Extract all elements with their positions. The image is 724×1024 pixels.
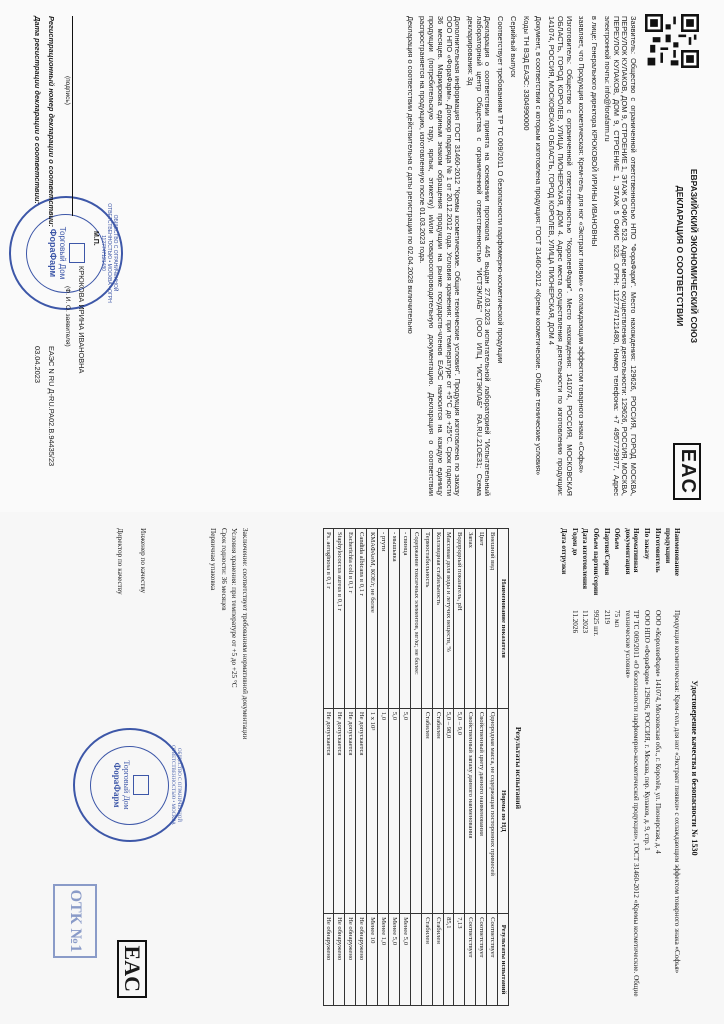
- eac-mark: EAC: [673, 443, 701, 500]
- serial-text: Серийный выпуск: [508, 16, 518, 78]
- results-table: [323, 528, 509, 1006]
- table-row: [421, 529, 432, 1006]
- table-row: [487, 529, 498, 1006]
- table-row: [389, 529, 400, 1006]
- certificate-conclusion: [206, 528, 249, 1008]
- table-cell: Соответствует: [476, 914, 487, 1006]
- table-cell: Не обнаружено: [356, 914, 367, 1006]
- table-cell: Staphylococcus aureus в 0,1 г: [334, 529, 345, 709]
- table-cell: Стабилен: [432, 914, 443, 1006]
- declares-text: заявляет, что Продукция косметическая: Крем-гель для ног «Экстракт пиявки» с охлаждающим эффектом товарного знака «Софья»: [577, 16, 587, 474]
- results-title: Результаты испытаний: [514, 726, 523, 810]
- table-row: [356, 529, 367, 1006]
- stamp-name-line1: Торговый Дом: [58, 226, 68, 280]
- table-cell: Термостабильность: [421, 529, 432, 709]
- signer-caption: (Ф. И. О. заявителя): [64, 286, 71, 347]
- eac-mark: EAC: [117, 940, 147, 998]
- table-cell: Стабилен: [421, 914, 432, 1006]
- storage-text: Условия хранения: при температуре от +5 до +25 °С: [230, 528, 239, 688]
- table-cell: Менее 10: [367, 914, 378, 1006]
- reg-date-label: Дата регистрации декларации о соответствии:: [33, 16, 42, 205]
- reg-number-label: Регистрационный номер декларации о соответствии:: [47, 16, 56, 228]
- engineer-label: Инженер по качеству: [139, 528, 147, 594]
- conclusion-text: Заключение: соответствует требованиям нормативной документации: [241, 528, 249, 740]
- stamp-logo-icon: [69, 243, 85, 263]
- manufacturer-text: Изготовитель: Общество с ограниченной ответственностью "КоролевФарм". Место нахождения: 141074, РОССИЯ, МОСКОВСКАЯ ОБЛАСТЬ, ГОРОД КОРОЛЕВ, УЛИЦА ПИОНЕРСКАЯ, ДОМ 4. Адрес места осуществления деятельности по изготовлению продукции: 141074, РОССИЯ, МОСКОВСКАЯ ОБЛАСТЬ, ГОРОД КОРОЛЕВ, УЛИЦА ПИОНЕРСКАЯ, ДОМ 4: [547, 16, 574, 496]
- table-cell: Коллоидная стабильность: [432, 529, 443, 709]
- table-cell: Внешний вид: [487, 529, 498, 709]
- reg-date-value: 03.04.2023: [33, 346, 42, 383]
- stamp-name-line1: Торговый Дом: [122, 760, 132, 810]
- table-cell: Водородный показатель, pH: [454, 529, 465, 709]
- representative-text: в лице: Генерального директора КРЮКОВОЙ ИРИНЫ ИВАНОВНЫ: [590, 16, 600, 247]
- field-row: Годен до 11.2026: [570, 528, 579, 634]
- signature-caption: (подпись): [64, 76, 71, 105]
- table-cell: Не допускается: [334, 708, 345, 913]
- table-row: [345, 529, 356, 1006]
- table-cell: Менее 5,0: [399, 914, 410, 1006]
- table-row: [432, 529, 443, 1006]
- field-row: Наименование продукции Продукция косметическая: Крем-гель для ног «Экстракт пиявки» с охлаждающим эффектом товарного знака «Софья»: [664, 528, 681, 974]
- table-row: [399, 529, 410, 1006]
- table-cell: Цвет: [476, 529, 487, 709]
- certificate-signatures: [102, 528, 147, 595]
- applicant-text: Заявитель: Общество с ограниченной ответственностью НПО "ФораФарм". Место нахождения: 129626, РОССИЯ, ГОРОД МОСКВА, ПЕРЕУЛОК КУЛАКОВ, ДОМ 9, СТРОЕНИЕ 1, ЭТАЖ 5 ОФИС 523. Адрес места осуществления деятельности: 129626, РОССИЯ, МОСКВА, ПЕРЕУЛОК КУЛАКОВ, ДОМ 9, СТРОЕНИЕ 1, ЭТАЖ 5 ОФИС 523. ОГРН: 1127747121480, Номер телефона: +7 4957729977, Адрес электронной почты: info@forafarm.ru: [602, 16, 638, 496]
- table-cell: Менее 1,0: [378, 914, 389, 1006]
- company-stamp: [73, 728, 187, 842]
- stamp-name-line2: ФораФарм: [47, 228, 58, 278]
- otk-stamp: ОТК №1: [53, 884, 97, 958]
- field-row: По заказу ООО НПО «ФораФарм» 129626, РОССИЯ, г. Москва, пер. Кулаков, д. 9, стр. 1: [643, 528, 652, 851]
- table-cell: [410, 708, 421, 913]
- table-cell: 1 х 10³: [367, 708, 378, 913]
- table-cell: Не допускается: [323, 708, 334, 913]
- table-cell: Запах: [465, 529, 476, 709]
- table-row: [410, 529, 421, 1006]
- table-cell: 7,13: [454, 914, 465, 1006]
- codes-text: Коды ТН ВЭД ЕАЭС: 3304990000: [521, 16, 531, 131]
- table-cell: Соответствует: [487, 914, 498, 1006]
- table-cell: Стабилен: [432, 708, 443, 913]
- declaration-body: [401, 16, 637, 496]
- table-cell: 5,0 – 98,0: [443, 708, 454, 913]
- director-label: Директор по качеству: [116, 528, 125, 595]
- column-header: Результаты испытаний: [498, 914, 509, 1006]
- table-cell: Не обнаружено: [334, 914, 345, 1006]
- packing-text: Первичная упаковка: [209, 528, 218, 591]
- table-cell: Содержание токсичных элементов, мг/кг, не более:: [410, 529, 421, 709]
- signature-block: [23, 16, 118, 496]
- stamp-name-line2: ФораФарм: [111, 762, 122, 808]
- additional-info-text: Дополнительная информация ГОСТ 31460-2012 "Кремы косметические. Общие технические условия". Продукция изготовлена по заказу ООО НПО «ФораФарм». Договор подряда № 1 от 20.12.2012 года. Условия хранения: при температуре от +5°С до +25°С. Срок годности 36 месяцев. Маркировка единым знаком обращения продукции на рынке государств-членов ЕАЭС наносится на каждую единицу продукции (потребительскую тару, ярлык, этикетку) и/или товаросопроводительную документацию. Декларация о соответствии распространяется на продукцию, изготовленную после 01.03.2023 года.: [418, 16, 463, 496]
- table-header-row: [498, 529, 509, 1006]
- table-cell: 5,0: [389, 708, 400, 913]
- table-cell: - ртути: [378, 529, 389, 709]
- stamp-logo-icon: [133, 775, 149, 795]
- signature-line: [72, 16, 73, 216]
- table-row: [367, 529, 378, 1006]
- certificate-fields: [557, 528, 681, 1008]
- document-text: Документ, в соответствии с которым изготовлена продукция: ГОСТ 31460-2012 «Кремы косметические. Общие технические условия»: [534, 16, 544, 476]
- table-cell: 5,0: [399, 708, 410, 913]
- conformity-text: Соответствует требованиям ТР ТС 009/2011 О безопасности парфюмерно-косметической продукции: [496, 16, 506, 364]
- table-cell: 85,1: [443, 914, 454, 1006]
- certificate-title: Удостоверение качества и безопасности № 1530: [690, 680, 699, 856]
- field-row: Дата изготовления 11.2023: [581, 528, 590, 634]
- stamp-ring-text: ОБЩЕСТВО С ОГРАНИЧЕННОЙ ОТВЕТСТВЕННОСТЬЮ • МОСКВА • ОГРН 1127747121480: [100, 203, 118, 303]
- table-row: [323, 529, 334, 1006]
- table-cell: 1,0: [378, 708, 389, 913]
- table-cell: КМАФАнМ, КОЕ/г, не более: [367, 529, 378, 709]
- certificate-content: [17, 518, 707, 1018]
- field-row: Дата отгрузки: [559, 528, 568, 575]
- table-row: [378, 529, 389, 1006]
- field-row: Объем партии/серии 9925 шт.: [591, 528, 600, 637]
- table-cell: Стабилен: [421, 708, 432, 913]
- table-cell: Не допускается: [356, 708, 367, 913]
- table-row: [443, 529, 454, 1006]
- declaration-content: [17, 6, 707, 506]
- table-cell: Не допускается: [345, 708, 356, 913]
- table-cell: Массовая доля воды и летучих веществ, %: [443, 529, 454, 709]
- table-cell: 5,0 – 9,0: [454, 708, 465, 913]
- reg-number-value: ЕАЭС N RU Д-RU.РА02.В.94435/23: [47, 346, 56, 467]
- table-cell: Ps. aeruginosa в 0,1 г: [323, 529, 334, 709]
- field-row: Объем 75 мл: [613, 528, 622, 628]
- table-row: [454, 529, 465, 1006]
- shelf-life-text: Срок годности: 36 месяцев: [219, 528, 228, 611]
- table-cell: Менее 5,0: [389, 914, 400, 1006]
- stamp-ring-text: ОБЩЕСТВО С ОГРАНИЧЕННОЙ ОТВЕТСТВЕННОСТЬЮ • МОСКВА: [170, 745, 181, 825]
- union-heading: ЕВРАЗИЙСКИЙ ЭКОНОМИЧЕСКИЙ СОЮЗ: [689, 168, 699, 344]
- table-cell: [410, 914, 421, 1006]
- basis-text: Декларация о соответствии принята на основании протокола 445 выдан 27.03.2023 испытательной лабораторией "Испытательный лабораторный центр Общества с ограниченной ответственностью "ИСТЭКЛАБ" (ООО ИЛЦ "ИСТЭКЛАБ" RA.RU.21ОЕ31; Схема декларирования: 3д: [465, 16, 493, 496]
- table-cell: Не обнаружено: [345, 914, 356, 1006]
- declaration-title: ДЕКЛАРАЦИЯ О СООТВЕТСТВИИ: [675, 185, 685, 327]
- table-cell: Не обнаружено: [323, 914, 334, 1006]
- mp-label: М.П.: [92, 231, 99, 246]
- table-row: [465, 529, 476, 1006]
- table-cell: - свинца: [399, 529, 410, 709]
- field-row: Нормативная документация ТР ТС 009/2011 «О безопасности парфюмерно-косметической продукции», ГОСТ 31460-2012 «Кремы косметические. Общие технические условия»: [623, 528, 641, 997]
- table-cell: Соответствует: [465, 914, 476, 1006]
- field-row: Партия/Серия 2119: [602, 528, 611, 625]
- table-cell: Однородная масса, не содержащая посторонних примесей: [487, 708, 498, 913]
- column-header: Наименование показателя: [498, 529, 509, 709]
- signer-name: КРЮКОВА ИРИНА ИВАНОВНА: [77, 266, 86, 374]
- table-cell: - мышьяка: [389, 529, 400, 709]
- results-table-body: [323, 529, 498, 1006]
- table-cell: Свойственный цвету данного наименования: [476, 708, 487, 913]
- quality-certificate-sheet: [0, 512, 724, 1024]
- table-cell: Свойственный запаху данного наименования: [465, 708, 476, 913]
- field-row: Изготовитель ООО «КоролевФарм» 141074, Московская обл., г. Королёв, ул. Пионерская, д. 4: [653, 528, 662, 854]
- table-cell: Escherichia coli в 0,1 г: [345, 529, 356, 709]
- table-row: [334, 529, 345, 1006]
- table-row: [476, 529, 487, 1006]
- column-header: Нормы по НД: [498, 708, 509, 913]
- validity-text: Декларация о соответствии действительна с даты регистрации по 02.04.2028 включительно: [405, 16, 415, 334]
- table-cell: Candida albicans в 0,1 г: [356, 529, 367, 709]
